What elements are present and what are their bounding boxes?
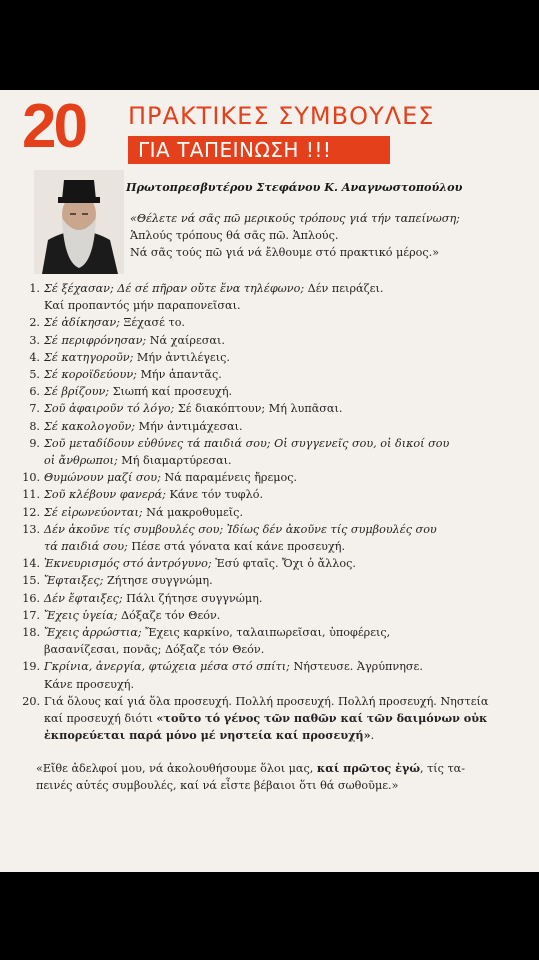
list-item — [22, 383, 528, 400]
list-item — [22, 332, 528, 349]
item-question: τά παιδιά σου; — [44, 540, 128, 554]
list-item — [22, 366, 528, 383]
closing-quote — [36, 760, 531, 794]
item-answer: Σέ διακόπτουν; Μή λυπᾶσαι. — [174, 402, 343, 416]
item-answer: Μήν ἀπαντᾶς. — [136, 368, 222, 382]
item-answer: Νά παραμένεις ἤρεμος. — [160, 471, 298, 485]
item-number: 10. — [22, 471, 40, 485]
list-item — [22, 469, 528, 486]
item-number: 4. — [29, 350, 40, 364]
item-question: Ἔχεις ἀρρώστια; — [44, 626, 142, 640]
item-answer: Σιωπή καί προσευχή. — [109, 385, 233, 399]
item-continuation — [22, 538, 528, 555]
intro-quote — [130, 210, 530, 261]
item-answer: Ἔχεις καρκίνο, ταλαιπωρεῖσαι, ὑποφέρεις, — [141, 626, 391, 640]
item-number: 3. — [29, 333, 40, 347]
priest-portrait — [34, 170, 124, 274]
intro-line: «Θέλετε νά σᾶς πῶ μερικούς τρόπους γιά τήν ταπείνωση; — [130, 212, 460, 225]
item-answer: Κάνε τόν τυφλό. — [165, 488, 264, 502]
item-number: 13. — [22, 522, 40, 536]
item-question: Σοῦ κλέβουν φανερά; — [44, 488, 166, 502]
list-item — [22, 572, 528, 589]
closing-text: , τίς τα- — [419, 762, 466, 775]
document-page — [0, 90, 539, 872]
item-continuation — [22, 727, 528, 744]
closing-line — [36, 760, 531, 777]
closing-line: πεινές αὐτές συμβουλές, καί νά εἶστε βέβαιοι ὅτι θά σωθοῦμε.» — [36, 779, 399, 793]
item-emphasis: ἐκπορεύεται παρά μόνο μέ νηστεία καί προσευχή» — [44, 728, 371, 743]
item-number: 9. — [29, 436, 40, 450]
item-answer: Γιά ὅλους καί γιά ὅλα προσευχή. Πολλή προσευχή. Πολλή προσευχή. Νηστεία — [44, 694, 489, 708]
item-number: 20. — [22, 694, 40, 708]
item-number: 8. — [29, 419, 40, 433]
item-answer: καί προσευχή διότι — [44, 712, 157, 726]
item-question: Σέ εἰρωνεύονται; — [44, 505, 143, 519]
item-number: 11. — [22, 488, 40, 502]
item-number: 14. — [22, 557, 40, 571]
item-number: 19. — [22, 660, 40, 674]
list-item — [22, 349, 528, 366]
item-question: Ἔφταιξες; — [44, 574, 104, 588]
item-number: 6. — [29, 385, 40, 399]
item-answer: Μήν ἀντιλέγεις. — [133, 350, 230, 364]
item-answer: Δόξαζε τόν Θεόν. — [117, 608, 221, 622]
item-continuation — [22, 452, 528, 469]
list-item — [22, 555, 528, 572]
item-question: Σέ κατηγοροῦν; — [44, 350, 134, 364]
item-continuation — [22, 710, 528, 727]
list-item — [22, 590, 528, 607]
item-question: Ἐκνευρισμός στό ἀντρόγυνο; — [44, 557, 212, 571]
list-item — [22, 314, 528, 331]
list-item — [22, 693, 528, 710]
item-question: Σέ ξέχασαν; Δέ σέ πῆραν οὔτε ἕνα τηλέφωνο; — [44, 282, 305, 295]
item-number: 18. — [22, 626, 40, 640]
title-number: 20 — [22, 92, 85, 161]
item-answer: . — [370, 729, 375, 743]
title-line-1: ΠΡΑΚΤΙΚΕΣ ΣΥΜΒΟΥΛΕΣ — [128, 102, 435, 130]
item-answer: Πέσε στά γόνατα καί κάνε προσευχή. — [127, 540, 346, 554]
item-question: Ἔχεις ὑγεία; — [44, 608, 118, 622]
item-question: Σέ ἀδίκησαν; — [44, 316, 120, 330]
item-question: Δέν ἀκοῦνε τίς συμβουλές σου; Ἰδίως δέν ἀκοῦνε τίς συμβουλές σου — [44, 522, 437, 536]
item-number: 2. — [29, 316, 40, 330]
item-question: Σέ περιφρόνησαν; — [44, 333, 147, 347]
item-answer: Νά χαίρεσαι. — [146, 333, 225, 347]
item-continuation: Καί προπαντός μήν παραπονεῖσαι. — [44, 299, 241, 313]
list-item — [22, 400, 528, 417]
list-item — [22, 504, 528, 521]
item-answer: Ζήτησε συγγνώμη. — [103, 574, 213, 588]
item-answer: Ἐσύ φταῖς. Ὄχι ὁ ἄλλος. — [211, 557, 356, 571]
item-answer: Δέν πειράζει. — [304, 282, 384, 295]
item-answer: Μή διαμαρτύρεσαι. — [117, 454, 232, 468]
closing-emphasis: καί πρῶτος ἐγώ — [316, 761, 420, 775]
item-number: 15. — [22, 574, 40, 588]
item-question: Σέ κακολογοῦν; — [44, 419, 136, 433]
list-item — [22, 486, 528, 503]
author-line: Πρωτοπρεσβυτέρου Στεφάνου Κ. Αναγνωστοπούλου — [126, 180, 463, 194]
list-item — [22, 624, 528, 641]
item-answer: Μήν ἀντιμάχεσαι. — [135, 419, 243, 433]
item-question: Θυμώνουν μαζί σου; — [44, 471, 161, 485]
item-question: οἱ ἄνθρωποι; — [44, 454, 118, 468]
list-item — [22, 418, 528, 435]
item-number: 12. — [22, 505, 40, 519]
item-question: Σοῦ ἀφαιροῦν τό λόγο; — [44, 402, 175, 416]
item-question: Δέν ἔφταιξες; — [44, 591, 123, 605]
item-answer: Πάλι ζήτησε συγγνώμη. — [122, 591, 263, 605]
item-answer: Νήστευσε. Ἀγρύπνησε. — [289, 660, 423, 674]
list-item — [22, 521, 528, 538]
item-number: 7. — [29, 402, 40, 416]
item-question: Σέ κοροϊδεύουν; — [44, 368, 137, 382]
item-continuation: βασανίζεσαι, πονᾶς; Δόξαζε τόν Θεόν. — [44, 643, 265, 657]
item-answer: Νά μακροθυμεῖς. — [142, 505, 244, 519]
item-number: 16. — [22, 591, 40, 605]
item-number: 17. — [22, 608, 40, 622]
list-item — [22, 607, 528, 624]
item-number: 1. — [29, 282, 40, 295]
item-emphasis: «τοῦτο τό γένος τῶν παθῶν καί τῶν δαιμόνων οὐκ — [156, 711, 488, 726]
item-answer: Ξέχασέ το. — [119, 316, 185, 330]
list-item — [22, 280, 528, 297]
item-question: Σοῦ μεταδίδουν εὐθύνες τά παιδιά σου; Οἱ συγγενεῖς σου, οἱ δικοί σου — [44, 436, 450, 450]
intro-line: Νά σᾶς τούς πῶ γιά νά ἔλθουμε στό πρακτικό μέρος.» — [130, 246, 440, 259]
advice-list — [22, 280, 528, 744]
closing-text: «Εἴθε ἀδελφοί μου, νά ἀκολουθήσουμε ὅλοι μας, — [36, 762, 317, 775]
item-number: 5. — [29, 368, 40, 382]
title-line-2: ΓΙΑ ΤΑΠΕΙΝΩΣΗ !!! — [128, 136, 390, 164]
intro-line: Ἁπλούς τρόπους θά σᾶς πῶ. Ἁπλούς. — [130, 229, 339, 242]
item-continuation: Κάνε προσευχή. — [44, 677, 135, 691]
item-question: Γκρίνια, ἀνεργία, φτώχεια μέσα στό σπίτι; — [44, 660, 290, 674]
list-item — [22, 658, 528, 675]
item-question: Σέ βρίζουν; — [44, 385, 110, 399]
list-item — [22, 435, 528, 452]
